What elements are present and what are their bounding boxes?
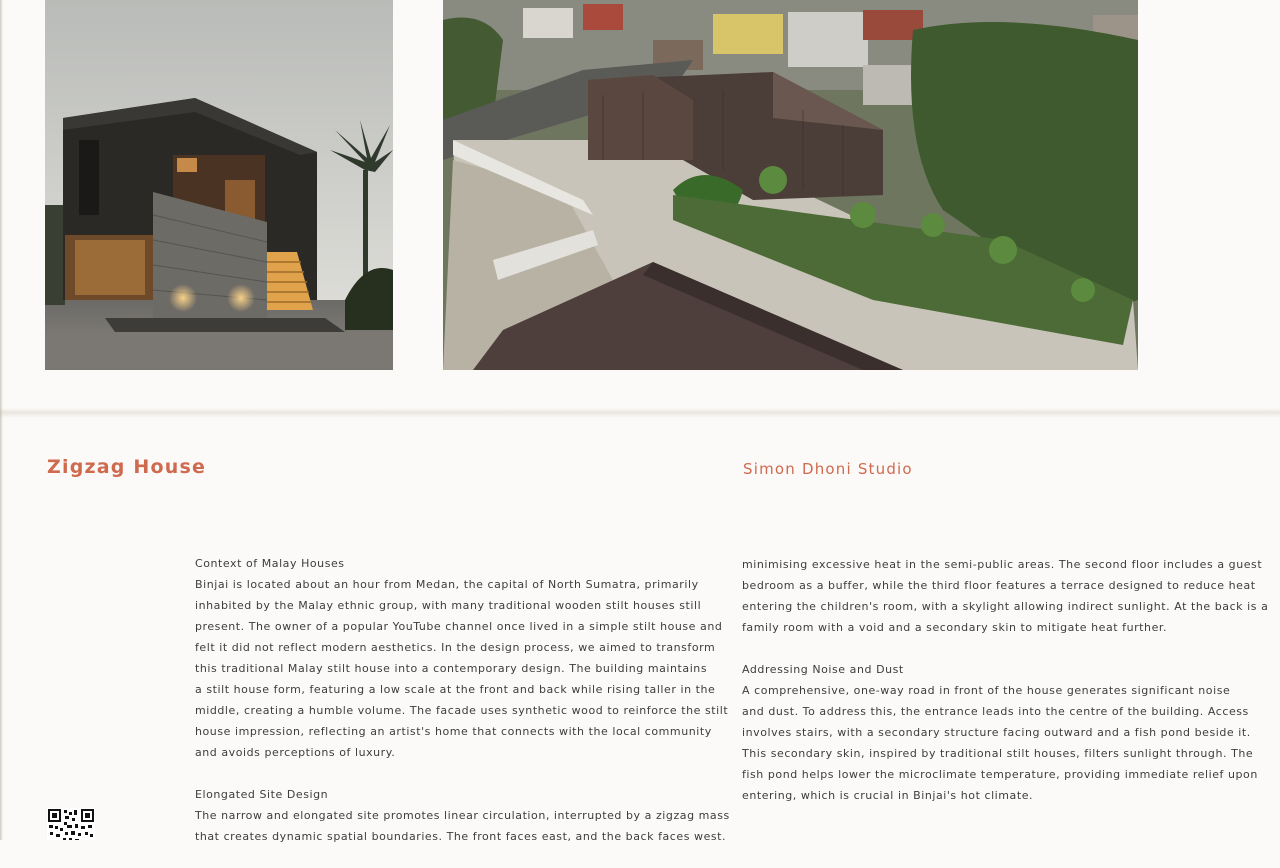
text-line: that creates dynamic spatial boundaries. The front faces east, and the back faces west. xyxy=(195,830,727,843)
text-line: a stilt house form, featuring a low scale at the front and back while rising taller in the xyxy=(195,683,716,696)
qr-code-icon[interactable] xyxy=(47,808,95,840)
paragraph xyxy=(742,554,1269,638)
text-line: A comprehensive, one-way road in front of the house generates significant noise xyxy=(742,684,1231,697)
text-line: present. The owner of a popular YouTube channel once lived in a simple stilt house and xyxy=(195,620,723,633)
text-line: This secondary skin, inspired by traditional stilt houses, filters sunlight through. The xyxy=(742,747,1254,760)
text-line: and dust. To address this, the entrance leads into the centre of the building. Access xyxy=(742,705,1249,718)
text-line: Binjai is located about an hour from Medan, the capital of North Sumatra, primarily xyxy=(195,578,699,591)
text-line: inhabited by the Malay ethnic group, with many traditional wooden stilt houses still xyxy=(195,599,702,612)
text-line: involves stairs, with a secondary structure facing outward and a fish pond beside it. xyxy=(742,726,1251,739)
section-heading: Addressing Noise and Dust xyxy=(742,663,904,676)
text-line: The narrow and elongated site promotes linear circulation, interrupted by a zigzag mass xyxy=(195,809,730,822)
qr-code-graphic xyxy=(47,808,95,840)
text-line: house impression, reflecting an artist's home that connects with the local community xyxy=(195,725,712,738)
text-line: this traditional Malay stilt house into a contemporary design. The building maintains xyxy=(195,662,708,675)
text-column-left xyxy=(195,553,730,868)
text-line: bedroom as a buffer, while the third floor features a terrace designed to reduce heat xyxy=(742,579,1256,592)
photo-aerial-view xyxy=(443,0,1138,370)
text-column-right xyxy=(742,554,1269,827)
text-line: middle, creating a humble volume. The facade uses synthetic wood to reinforce the stilt xyxy=(195,704,729,717)
text-line: entering, which is crucial in Binjai's hot climate. xyxy=(742,789,1034,802)
page-fold xyxy=(0,408,1280,418)
paragraph xyxy=(742,680,1258,806)
section-heading: Context of Malay Houses xyxy=(195,557,345,570)
text-line: felt it did not reflect modern aesthetics. In the design process, we aimed to transform xyxy=(195,641,716,654)
section-heading: Elongated Site Design xyxy=(195,788,329,801)
paragraph xyxy=(195,574,729,763)
page-edge xyxy=(0,0,3,840)
paragraph xyxy=(195,805,730,847)
aerial-view-illustration xyxy=(443,0,1138,370)
text-line: minimising excessive heat in the semi-public areas. The second floor includes a guest xyxy=(742,558,1263,571)
photo-house-facade-night xyxy=(45,0,393,370)
house-facade-illustration xyxy=(45,0,393,370)
text-line: family room with a void and a secondary skin to mitigate heat further. xyxy=(742,621,1167,634)
studio-name: Simon Dhoni Studio xyxy=(743,460,913,478)
text-line: fish pond helps lower the microclimate temperature, providing immediate relief upon xyxy=(742,768,1258,781)
project-title: Zigzag House xyxy=(47,456,207,478)
text-line: and avoids perceptions of luxury. xyxy=(195,746,396,759)
text-line: entering the children's room, with a skylight allowing indirect sunlight. At the back is a xyxy=(742,600,1269,613)
